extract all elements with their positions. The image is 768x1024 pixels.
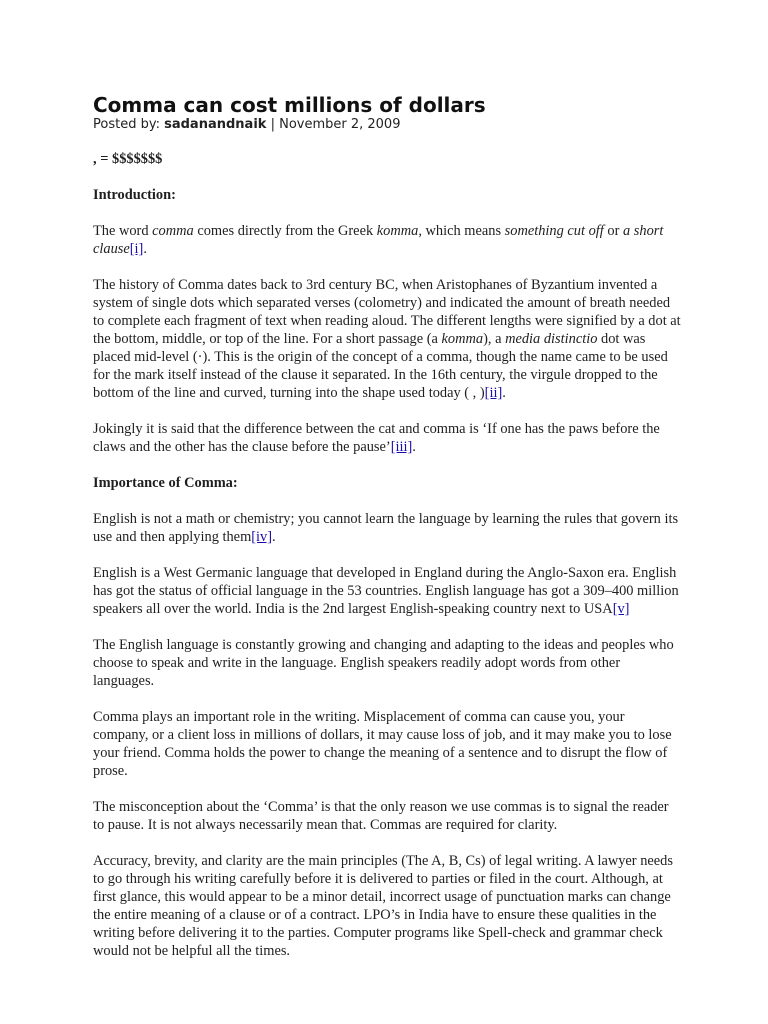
article-body — [93, 150, 683, 978]
footnote-link-iii[interactable]: [iii] — [390, 439, 413, 455]
footnote-link-i[interactable]: [i] — [129, 241, 144, 257]
footnote-link-v[interactable]: [v] — [612, 601, 630, 617]
tagline: , = $$$$$$$ — [93, 151, 163, 167]
byline-label: Posted by: — [93, 117, 160, 132]
paragraph-7: Comma plays an important role in the writing. Misplacement of comma can cause you, your company, or a client loss in millions of dollars, it may cause loss of job, and it may make you to lose your friend. Comma holds the power to change the meaning of a sentence and to disrupt the flow of prose. — [93, 709, 672, 779]
paragraph-6: The English language is constantly growing and changing and adapting to the ideas and peoples who choose to speak and write in the language. English speakers readily adopt words from other languages. — [93, 637, 674, 689]
article-title: Comma can cost millions of dollars — [93, 93, 486, 117]
footnote-link-iv[interactable]: [iv] — [251, 529, 273, 545]
paragraph-3: Jokingly it is said that the difference between the cat and comma is ‘If one has the paws before the claws and the other has the clause before the pause’[iii]. — [93, 421, 660, 455]
paragraph-9: Accuracy, brevity, and clarity are the main principles (The A, B, Cs) of legal writing. A lawyer needs to go through his writing carefully before it is delivered to parties or filed in the court. Although, at first glance, this would appear to be a minor detail, incorrect usage of punctuation marks can change the entire meaning of a clause or of a contract. LPO’s in India have to ensure these qualities in the writing before delivering it to the parties. Computer programs like Spell-check and grammar check would not be helpful all the times. — [93, 853, 673, 959]
section-heading-importance: Importance of Comma: — [93, 475, 238, 491]
paragraph-1: The word comma comes directly from the Greek komma, which means something cut off or a short clause[i]. — [93, 223, 664, 257]
paragraph-2: The history of Comma dates back to 3rd century BC, when Aristophanes of Byzantium invented a system of single dots which separated verses (colometry) and indicated the amount of breath needed to complete each fragment of text when reading aloud. The different lengths were signified by a dot at the bottom, middle, or top of the line. For a short passage (a komma), a media distinctio dot was placed mid-level (·). This is the origin of the concept of a comma, though the name came to be used for the mark itself instead of the clause it separated. In the 16th century, the virgule dropped to the bottom of the line and curved, turning into the shape used today ( , )[ii]. — [93, 277, 681, 401]
paragraph-4: English is not a math or chemistry; you cannot learn the language by learning the rules that govern its use and then applying them[iv]. — [93, 511, 679, 545]
paragraph-5: English is a West Germanic language that developed in England during the Anglo-Saxon era. English has got the status of official language in the 53 countries. English language has got a 309–400 million speakers all over the world. India is the 2nd largest English-speaking country next to USA[v] — [93, 565, 679, 617]
byline — [93, 116, 400, 134]
byline-author[interactable]: sadanandnaik — [164, 117, 267, 132]
byline-date: November 2, 2009 — [279, 117, 401, 132]
footnote-link-ii[interactable]: [ii] — [484, 385, 503, 401]
section-heading-introduction: Introduction: — [93, 187, 176, 203]
paragraph-8: The misconception about the ‘Comma’ is that the only reason we use commas is to signal the reader to pause. It is not always necessarily mean that. Commas are required for clarity. — [93, 799, 669, 833]
byline-separator: | — [270, 117, 275, 132]
